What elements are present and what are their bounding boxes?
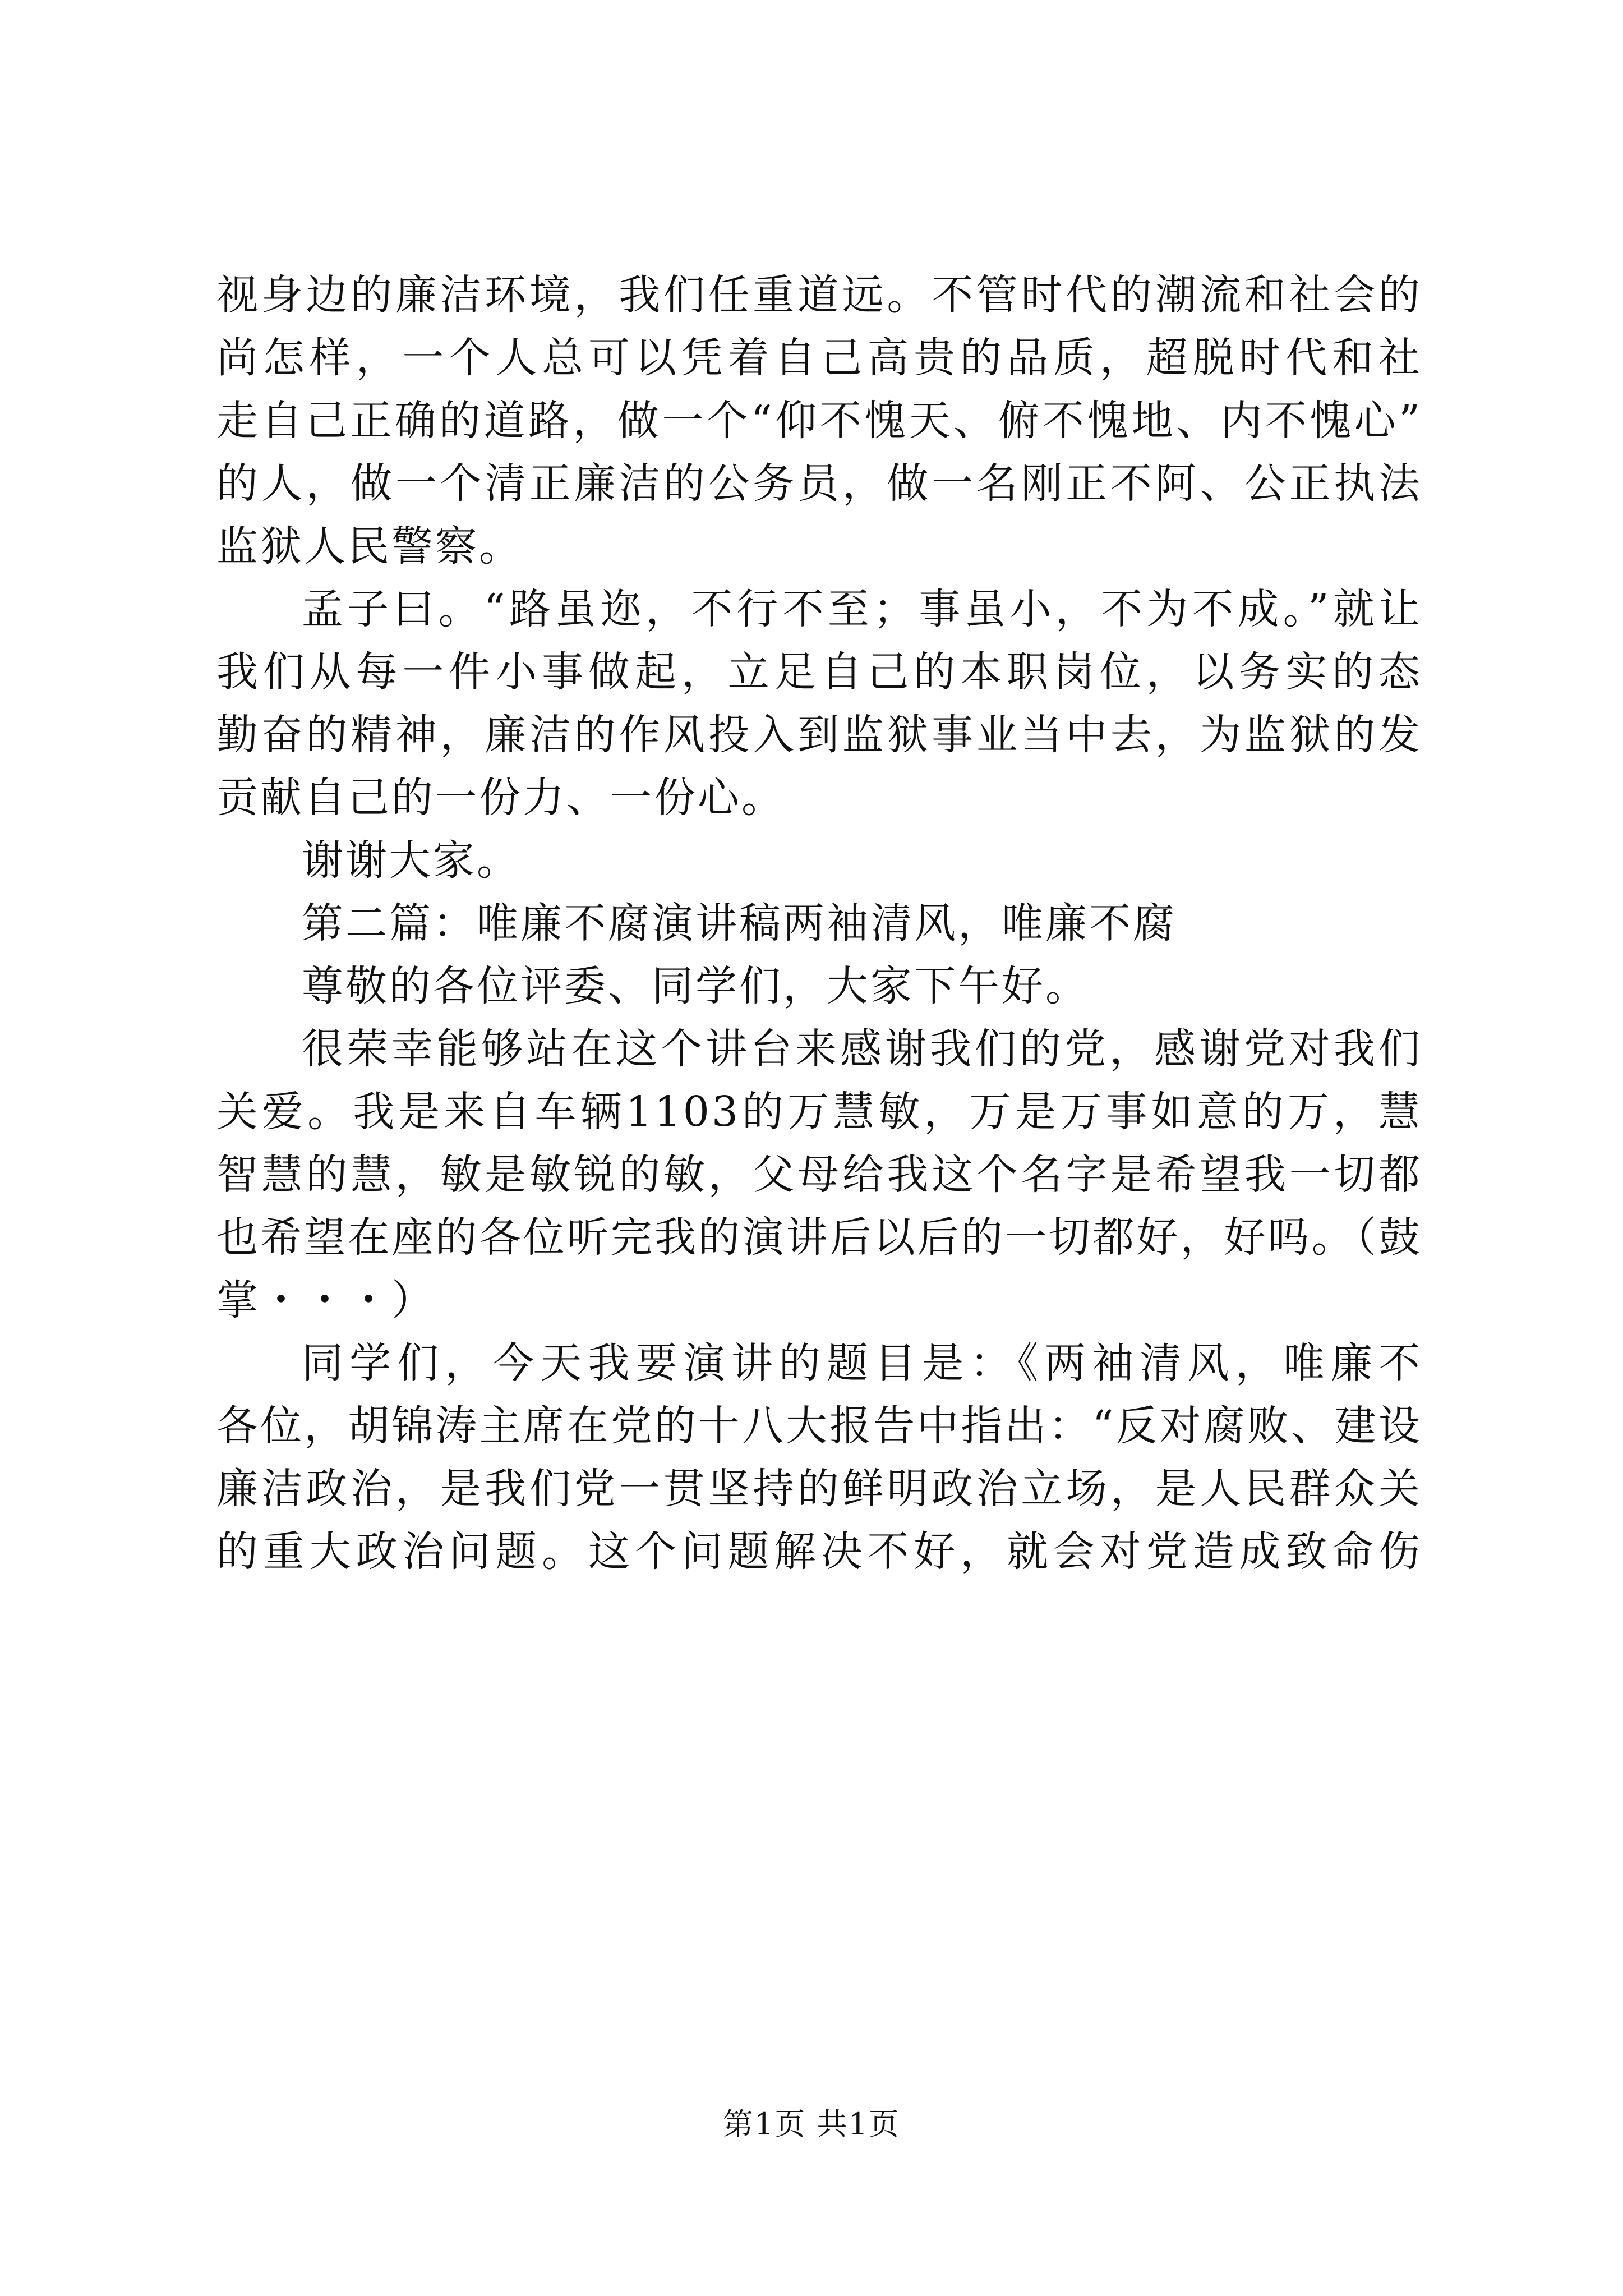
text-line: 监狱人民警察。 bbox=[216, 522, 523, 570]
text-line: 掌・・・） bbox=[216, 1276, 435, 1324]
page-footer: 第1页 共1页 bbox=[723, 2106, 900, 2142]
text-line: 尊敬的各位评委、同学们，大家下午好。 bbox=[302, 962, 1089, 1010]
text-line: 贡献自己的一份力、一份心。 bbox=[216, 774, 785, 822]
text-line: 同学们，今天我要演讲的题目是：《两袖清风，唯廉不 bbox=[302, 1339, 1422, 1387]
document-body bbox=[216, 264, 1422, 1583]
text-line: 勤奋的精神，廉洁的作风投入到监狱事业当中去，为监狱的发 bbox=[216, 711, 1422, 759]
text-line: 关爱。我是来自车辆1103的万慧敏，万是万事如意的万，慧 bbox=[216, 1088, 1422, 1136]
text-line: 各位，胡锦涛主席在党的十八大报告中指出：“反对腐败、建设 bbox=[216, 1402, 1422, 1450]
text-line: 很荣幸能够站在这个讲台来感谢我们的党，感谢党对我们 bbox=[302, 1025, 1422, 1073]
text-line: 我们从每一件小事做起，立足自己的本职岗位，以务实的态 bbox=[216, 648, 1422, 696]
text-line: 视身边的廉洁环境，我们任重道远。不管时代的潮流和社会的 bbox=[216, 271, 1422, 319]
text-line: 廉洁政治，是我们党一贯坚持的鲜明政治立场，是人民群众关 bbox=[216, 1465, 1422, 1513]
text-line: 智慧的慧，敏是敏锐的敏，父母给我这个名字是希望我一切都 bbox=[216, 1151, 1422, 1199]
text-line: 孟子曰。“路虽迩，不行不至；事虽小，不为不成。”就让 bbox=[302, 585, 1422, 633]
text-line: 也希望在座的各位听完我的演讲后以后的一切都好，好吗。（鼓 bbox=[216, 1213, 1422, 1262]
text-line: 的人，做一个清正廉洁的公务员，做一名刚正不阿、公正执法 bbox=[216, 459, 1422, 508]
text-line: 走自己正确的道路，做一个“仰不愧天、俯不愧地、内不愧心” bbox=[216, 397, 1422, 445]
section-heading: 第二篇：唯廉不腐演讲稿两袖清风，唯廉不腐 bbox=[302, 899, 1177, 947]
text-line: 谢谢大家。 bbox=[302, 836, 520, 885]
text-line: 尚怎样，一个人总可以凭着自己高贵的品质，超脱时代和社 bbox=[216, 334, 1422, 382]
text-line: 的重大政治问题。这个问题解决不好，就会对党造成致命伤 bbox=[216, 1527, 1422, 1576]
